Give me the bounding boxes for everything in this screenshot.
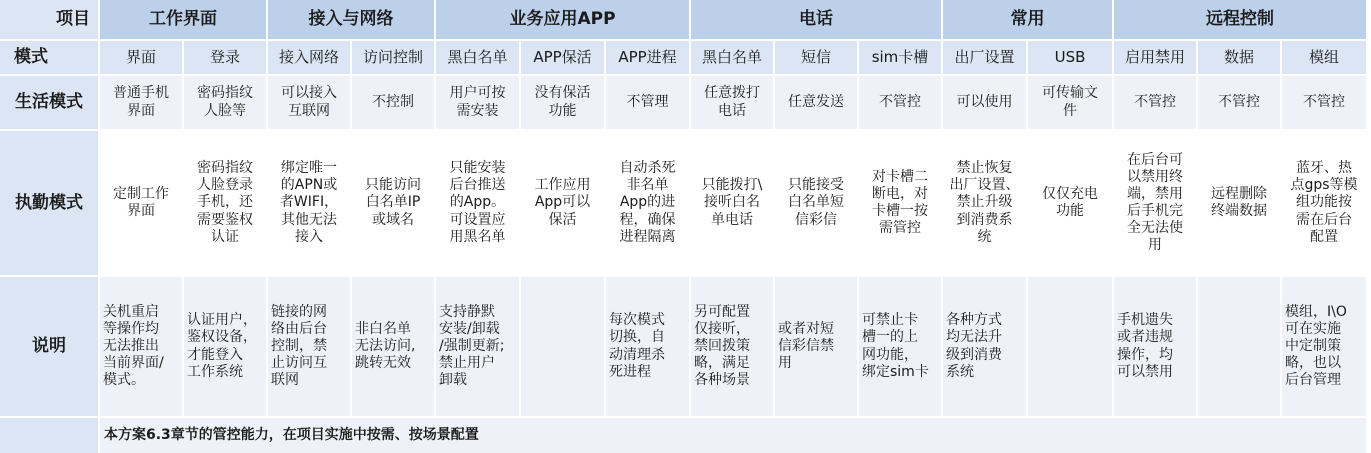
cell-duty-call-blackwhite: 只能拨打\ 接听白名 单电话 <box>691 131 773 275</box>
cell-note-app-blackwhite: 支持静默 安装/卸载 /强制更新; 禁止用户 卸载 <box>436 277 519 416</box>
cell-life-sim-slot: 不管控 <box>859 76 941 129</box>
cell-life-access-network: 可以接入 互联网 <box>268 76 350 129</box>
subheader-module: 模组 <box>1282 41 1366 74</box>
subheader-usb: USB <box>1028 41 1112 74</box>
cell-life-app-process: 不管理 <box>606 76 689 129</box>
cell-duty-app-process: 自动杀死 非名单 App的进 程，确保 进程隔离 <box>606 131 689 275</box>
subheader-access-control: 访问控制 <box>352 41 434 74</box>
subheader-ui: 界面 <box>100 41 182 74</box>
cell-duty-login: 密码指纹 人脸登录 手机，还 需要鉴权 认证 <box>184 131 266 275</box>
row-label-life-mode: 生活模式 <box>0 76 98 129</box>
cell-duty-enable-disable: 在后台可 以禁用终 端，禁用 后手机完 全无法使 用 <box>1114 131 1196 275</box>
cell-life-sms: 任意发送 <box>775 76 857 129</box>
cell-duty-sms: 只能接受 白名单短 信彩信 <box>775 131 857 275</box>
group-header-phone: 电话 <box>691 0 941 39</box>
cell-note-ui: 关机重启 等操作均 无法推出 当前界面/ 模式。 <box>100 277 182 416</box>
cell-life-usb: 可传输文 件 <box>1028 76 1112 129</box>
subheader-login: 登录 <box>184 41 266 74</box>
cell-duty-access-control: 只能访问 白名单IP 或域名 <box>352 131 434 275</box>
subheader-access-network: 接入网络 <box>268 41 350 74</box>
cell-life-app-keepalive: 没有保活 功能 <box>521 76 604 129</box>
cell-note-access-network: 链接的网 络由后台 控制，禁 止访问互 联网 <box>268 277 350 416</box>
cell-life-module: 不管控 <box>1282 76 1366 129</box>
header-mode: 模式 <box>0 41 98 74</box>
subheader-sms: 短信 <box>775 41 857 74</box>
cell-duty-usb: 仅仅充电 功能 <box>1028 131 1112 275</box>
group-header-remote-control: 远程控制 <box>1114 0 1366 39</box>
row-label-note: 说明 <box>0 277 98 416</box>
cell-duty-module: 蓝牙、热 点gps等模 组功能按 需在后台 配置 <box>1282 131 1366 275</box>
cell-life-enable-disable: 不管控 <box>1114 76 1196 129</box>
group-header-common: 常用 <box>943 0 1112 39</box>
cell-note-module: 模组，I\O 可在实施 中定制策 略，也以 后台管理 <box>1282 277 1366 416</box>
cell-note-sms: 或者对短 信彩信禁 用 <box>775 277 857 416</box>
subheader-sim-slot: sim卡槽 <box>859 41 941 74</box>
group-header-business-app: 业务应用APP <box>436 0 689 39</box>
cell-note-app-process: 每次模式 切换，自 动清理杀 死进程 <box>606 277 689 416</box>
cell-note-login: 认证用户， 鉴权设备， 才能登入 工作系统 <box>184 277 266 416</box>
cell-duty-sim-slot: 对卡槽二 断电，对 卡槽一按 需管控 <box>859 131 941 275</box>
footer-left-spacer <box>0 418 98 453</box>
subheader-call-blackwhite: 黑白名单 <box>691 41 773 74</box>
cell-life-access-control: 不控制 <box>352 76 434 129</box>
cell-note-call-blackwhite: 另可配置 仅接听， 禁回拨策 略，满足 各种场景 <box>691 277 773 416</box>
cell-life-login: 密码指纹 人脸等 <box>184 76 266 129</box>
cell-duty-data: 远程删除 终端数据 <box>1198 131 1280 275</box>
subheader-data: 数据 <box>1198 41 1280 74</box>
cell-duty-ui: 定制工作 界面 <box>100 131 182 275</box>
footer-note: 本方案6.3章节的管控能力，在项目实施中按需、按场景配置 <box>100 418 1366 453</box>
subheader-factory-reset: 出厂设置 <box>943 41 1026 74</box>
cell-duty-app-keepalive: 工作应用 App可以 保活 <box>521 131 604 275</box>
cell-note-data <box>1198 277 1280 416</box>
row-label-duty-mode: 执勤模式 <box>0 131 98 275</box>
cell-note-enable-disable: 手机遗失 或者违规 操作，均 可以禁用 <box>1114 277 1196 416</box>
cell-life-app-blackwhite: 用户可按 需安装 <box>436 76 519 129</box>
subheader-app-blackwhite: 黑白名单 <box>436 41 519 74</box>
cell-duty-access-network: 绑定唯一 的APN或 者WIFI， 其他无法 接入 <box>268 131 350 275</box>
cell-note-usb <box>1028 277 1112 416</box>
subheader-app-process: APP进程 <box>606 41 689 74</box>
cell-duty-app-blackwhite: 只能安装 后台推送 的App。 可设置应 用黑名单 <box>436 131 519 275</box>
subheader-enable-disable: 启用禁用 <box>1114 41 1196 74</box>
cell-life-factory-reset: 可以使用 <box>943 76 1026 129</box>
cell-life-ui: 普通手机 界面 <box>100 76 182 129</box>
cell-note-sim-slot: 可禁止卡 槽一的上 网功能， 绑定sim卡 <box>859 277 941 416</box>
cell-note-app-keepalive <box>521 277 604 416</box>
subheader-app-keepalive: APP保活 <box>521 41 604 74</box>
cell-duty-factory-reset: 禁止恢复 出厂设置、 禁止升级 到消费系 统 <box>943 131 1026 275</box>
cell-life-data: 不管控 <box>1198 76 1280 129</box>
group-header-work-ui: 工作界面 <box>100 0 266 39</box>
cell-life-call-blackwhite: 任意拨打 电话 <box>691 76 773 129</box>
cell-note-access-control: 非白名单 无法访问, 跳转无效 <box>352 277 434 416</box>
group-header-access-network: 接入与网络 <box>268 0 434 39</box>
cell-note-factory-reset: 各种方式 均无法升 级到消费 系统 <box>943 277 1026 416</box>
header-project: 项目 <box>0 0 98 39</box>
